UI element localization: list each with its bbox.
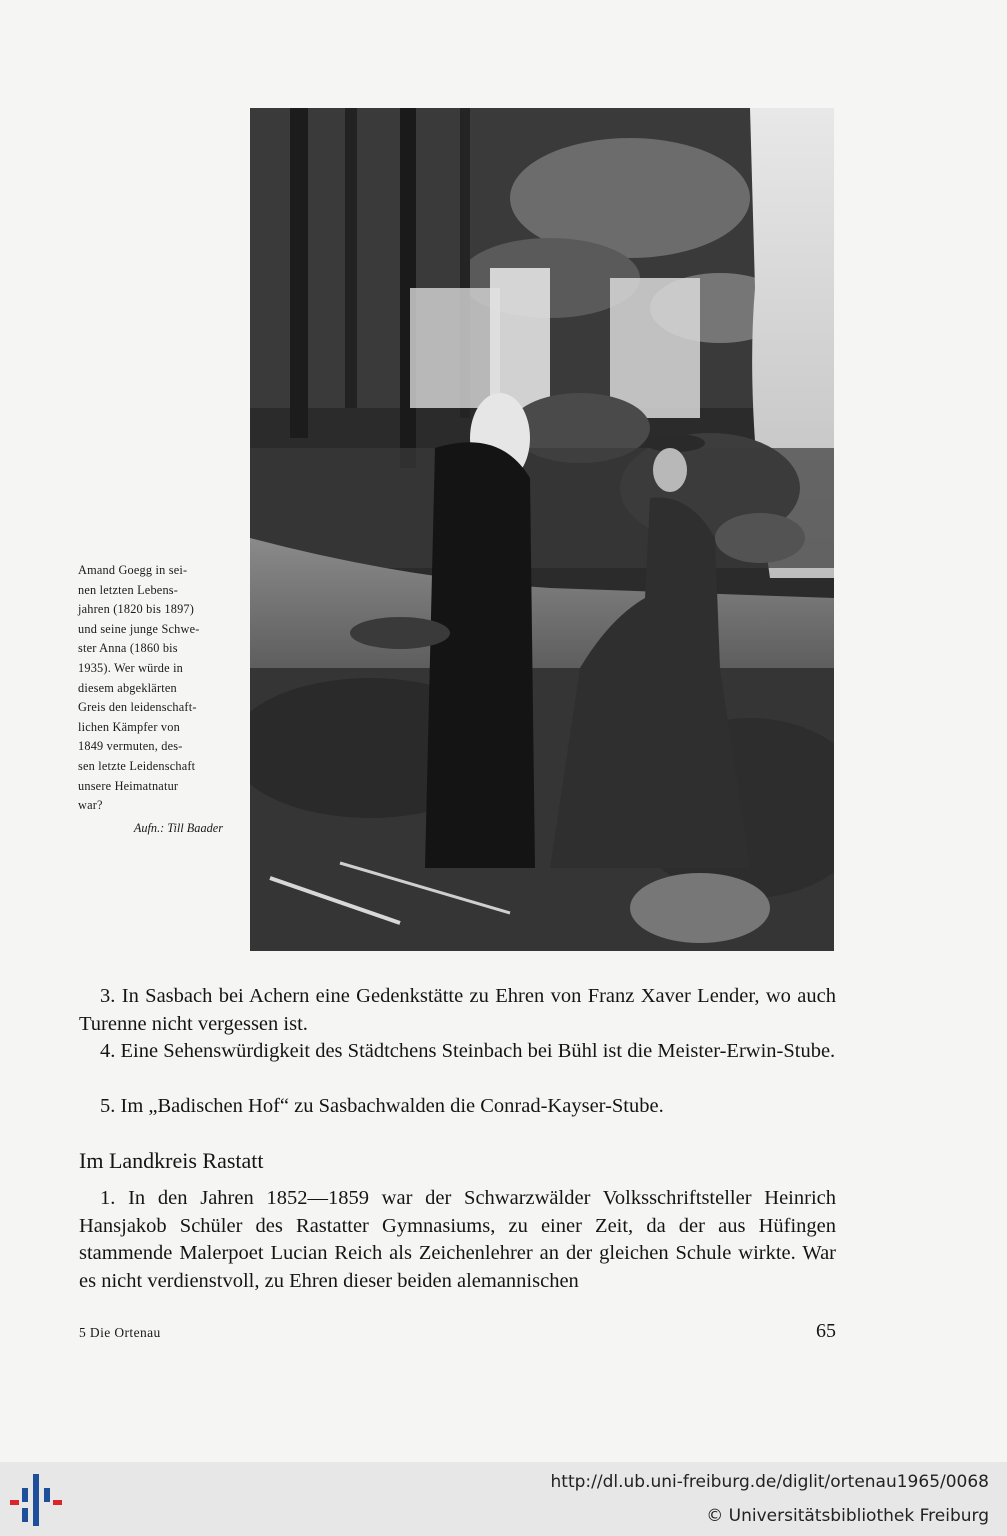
copyright-notice: © Universitätsbibliothek Freiburg [706,1506,989,1526]
photo-image [250,108,834,951]
caption-line: war? [78,798,103,813]
caption-line: 1935). Wer würde in [78,660,184,675]
paragraph-item-3: 3. In Sasbach bei Achern eine Gedenkstätte zu Ehren von Franz Xaver Lender, wo auch Turenne nicht vergessen ist. [79,985,836,1035]
caption-line: diesem abgeklärten [78,680,177,695]
photo-credit: Aufn.: Till Baader [133,821,223,835]
caption-line: unsere Heimatnatur [78,778,179,793]
caption-line: und seine junge Schwe- [78,621,200,636]
section-heading: Im Landkreis Rastatt [79,1148,264,1173]
signature-mark: 5 Die Ortenau [79,1325,161,1340]
page-number: 65 [816,1320,836,1342]
caption-line: Amand Goegg in sei- [78,563,188,577]
caption-line: lichen Kämpfer von [78,719,180,734]
paragraph-item-4: 4. Eine Sehenswürdigkeit des Städtchens Steinbach bei Bühl ist die Meister-Erwin-Stube. [100,1040,836,1062]
library-footer-bar [0,1462,1007,1536]
caption-line: sen letzte Leidenschaft [78,758,196,773]
caption-line: ster Anna (1860 bis [78,641,178,656]
caption-line: Greis den leidenschaft- [78,700,197,715]
caption-line: jahren (1820 bis 1897) [78,602,195,617]
photo-caption [78,561,223,816]
paragraph-rastatt-1: 1. In den Jahren 1852—1859 war der Schwarzwälder Volksschriftsteller Heinrich Hansjakob Schüler des Rastatter Gymnasiums, zu einer Zeit, da der aus Hüfingen stammende Malerpoet Lucian Reich als Zeichenlehrer an der gleichen Schule wirkte. War es nicht verdienstvoll, zu Ehren dieser beiden alemannischen [79,1187,836,1292]
ub-freiburg-logo-icon [6,1472,64,1528]
caption-line: nen letzten Lebens- [78,582,179,597]
paragraph-item-5: 5. Im „Badischen Hof“ zu Sasbachwalden die Conrad-Kayser-Stube. [100,1095,664,1117]
historical-photograph [250,108,834,951]
caption-line: 1849 vermuten, des- [78,739,183,754]
permalink-url[interactable]: http://dl.ub.uni-freiburg.de/diglit/ortenau1965/0068 [550,1472,989,1492]
